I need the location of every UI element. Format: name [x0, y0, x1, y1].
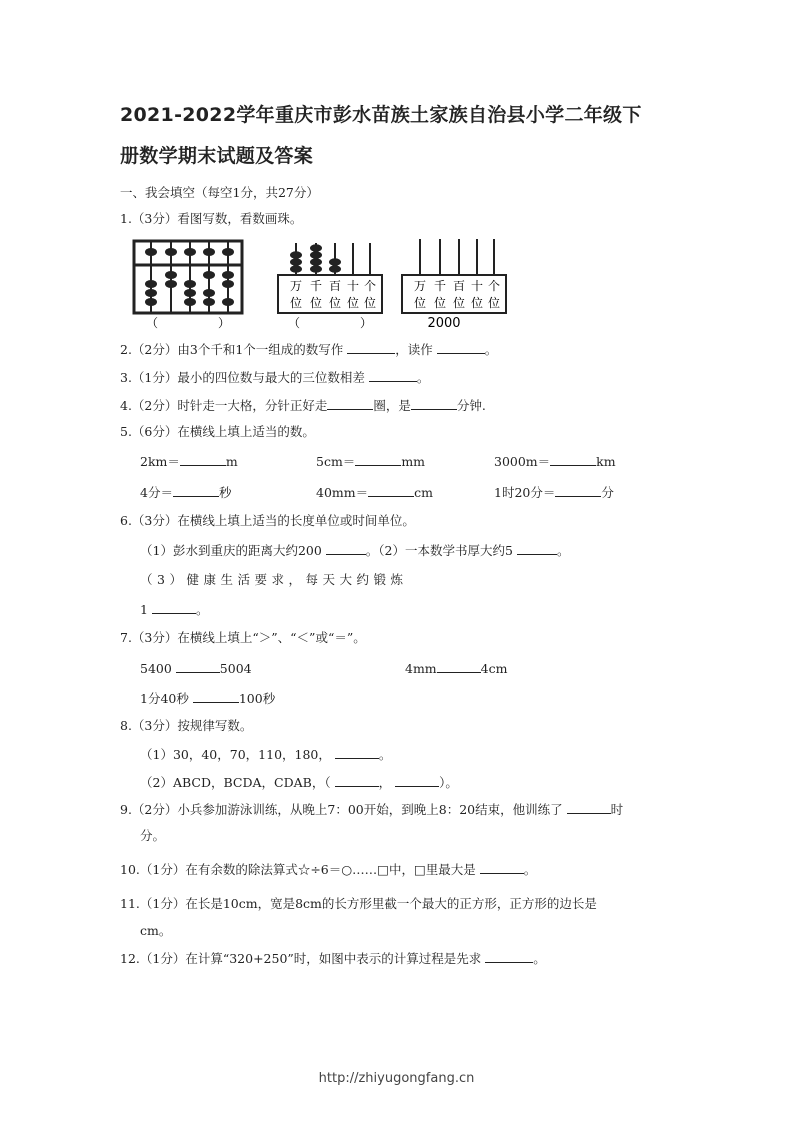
q6-part3-answer: 1 。	[140, 602, 209, 617]
question-9: 9.（2分）小兵参加游泳训练，从晚上7：00开始，到晚上8：20结束，他训练了 时	[120, 802, 624, 817]
q5-item: 1时20分＝ 分	[494, 485, 614, 500]
q8-part1: （1）30，40，70，110，180， 。	[140, 747, 392, 762]
abacus-3-place-label: 个	[487, 279, 501, 293]
abacus-2-place-suffix: 位	[309, 296, 323, 310]
q5-item: 40mm＝ cm	[316, 485, 433, 500]
question-6: 6.（3分）在横线上填上适当的长度单位或时间单位。	[120, 513, 415, 528]
answer-blank[interactable]	[335, 774, 379, 787]
q5-item: 5cm＝ mm	[316, 454, 426, 469]
question-3: 3.（1分）最小的四位数与最大的三位数相差 。	[120, 370, 430, 385]
answer-blank[interactable]	[437, 660, 481, 673]
q5-item: 2km＝ m	[140, 454, 238, 469]
answer-blank[interactable]	[517, 542, 557, 555]
answer-blank[interactable]	[327, 397, 373, 410]
answer-blank[interactable]	[437, 341, 485, 354]
question-8: 8.（3分）按规律写数。	[120, 718, 253, 733]
answer-blank[interactable]	[176, 660, 220, 673]
q6-part3: （3）健康生活要求，每天大约锻炼	[140, 572, 408, 587]
answer-blank[interactable]	[193, 690, 239, 703]
abacus-3	[402, 239, 506, 331]
abacus-2-answer: （ ）	[287, 316, 373, 330]
abacus-2-place-suffix: 位	[346, 296, 360, 310]
abacus-3-place-suffix: 位	[487, 296, 501, 310]
answer-blank[interactable]	[355, 453, 401, 466]
q7-item: 4mm 4cm	[405, 661, 508, 676]
abacus-2-place-label: 个	[363, 279, 377, 293]
abacus-1	[134, 241, 242, 330]
abacus-3-place-label: 百	[452, 279, 466, 293]
answer-blank[interactable]	[173, 484, 219, 497]
abacus-2-place-label: 万	[289, 279, 303, 293]
question-9-cont: 分。	[140, 828, 166, 843]
question-11: 11.（1分）在长是10cm，宽是8cm的长方形里截一个最大的正方形，正方形的边长是	[120, 896, 597, 911]
answer-blank[interactable]	[567, 801, 611, 814]
abacus-2-place-suffix: 位	[328, 296, 342, 310]
question-4: 4.（2分）时针走一大格，分针正好走 圈，是 分钟.	[120, 398, 486, 413]
abacus-3-place-label: 万	[413, 279, 427, 293]
answer-blank[interactable]	[485, 950, 533, 963]
abacus-3-place-suffix: 位	[413, 296, 427, 310]
answer-blank[interactable]	[326, 542, 366, 555]
q7-item: 5400 5004	[140, 661, 252, 676]
answer-blank[interactable]	[180, 453, 226, 466]
q6-parts: （1）彭水到重庆的距离大约200 。（2）一本数学书厚大约5 。	[140, 543, 570, 558]
answer-blank[interactable]	[480, 861, 524, 874]
abacus-3-place-suffix: 位	[433, 296, 447, 310]
answer-blank[interactable]	[335, 746, 379, 759]
document-title-line2: 册数学期末试题及答案	[120, 145, 314, 167]
question-12: 12.（1分）在计算“320+250”时，如图中表示的计算过程是先求 。	[120, 951, 546, 966]
q7-item: 1分40秒 100秒	[140, 691, 276, 706]
abacus-figures	[130, 237, 510, 332]
question-7: 7.（3分）在横线上填上“＞”、“＜”或“＝”。	[120, 630, 366, 645]
abacus-2	[278, 243, 382, 330]
q5-item: 3000m＝ km	[494, 454, 616, 469]
footer-url[interactable]: http://zhiyugongfang.cn	[318, 1071, 475, 1086]
question-10: 10.（1分）在有余数的除法算式☆÷6＝○……□中，□里最大是 。	[120, 862, 537, 877]
answer-blank[interactable]	[395, 774, 439, 787]
abacus-1-answer: （ ）	[145, 316, 231, 330]
abacus-3-place-suffix: 位	[470, 296, 484, 310]
answer-blank[interactable]	[369, 369, 417, 382]
abacus-2-place-suffix: 位	[363, 296, 377, 310]
answer-blank[interactable]	[368, 484, 414, 497]
abacus-2-place-label: 百	[328, 279, 342, 293]
question-11-cont: cm。	[140, 923, 172, 938]
document-title-line1: 2021-2022学年重庆市彭水苗族土家族自治县小学二年级下	[120, 104, 642, 126]
answer-blank[interactable]	[555, 484, 601, 497]
question-5: 5.（6分）在横线上填上适当的数。	[120, 424, 315, 439]
answer-blank[interactable]	[550, 453, 596, 466]
answer-blank[interactable]	[347, 341, 395, 354]
answer-blank[interactable]	[152, 601, 196, 614]
abacus-3-value: 2000	[427, 316, 461, 331]
abacus-3-place-label: 十	[470, 279, 484, 293]
abacus-3-place-suffix: 位	[452, 296, 466, 310]
abacus-2-place-label: 十	[346, 279, 360, 293]
abacus-3-place-label: 千	[433, 279, 447, 293]
q5-item: 4分＝ 秒	[140, 485, 232, 500]
question-2: 2.（2分）由3个千和1个一组成的数写作 ，读作 。	[120, 342, 498, 357]
abacus-2-place-suffix: 位	[289, 296, 303, 310]
abacus-2-place-label: 千	[309, 279, 323, 293]
section-heading: 一、我会填空（每空1分，共27分）	[120, 185, 319, 200]
question-1: 1.（3分）看图写数，看数画珠。	[120, 211, 303, 226]
answer-blank[interactable]	[411, 397, 457, 410]
q8-part2: （2）ABCD，BCDA，CDAB，（ ， ）。	[140, 775, 458, 790]
